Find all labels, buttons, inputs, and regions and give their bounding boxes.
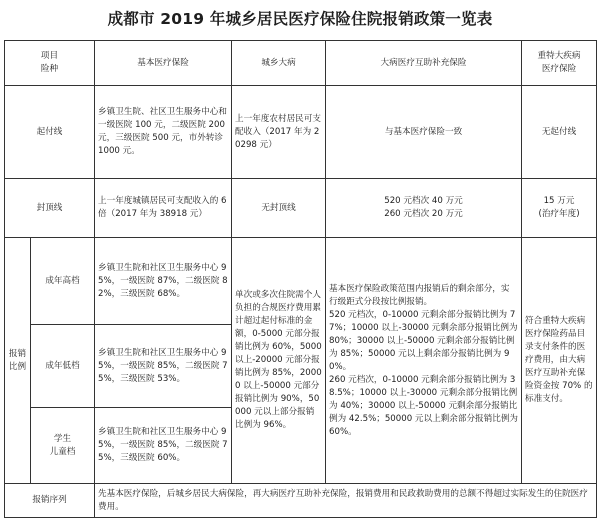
threshold-row [5,86,597,179]
cap-special: 15 万元 (治疗年度) [522,179,597,238]
header-type-label: 险种 [40,64,59,74]
header-item-label: 项目 [40,51,59,61]
ratio-critical: 单次或多次住院需个人负担的合规医疗费用累计超过起付标准的金额，0-5000 元部分报销比例为 60%，5000 以上-20000 元部分报销比例为 85%，20000 以上-50000 元部分报销比例为 90%，50000 元以上部分报销比例为 96%。 [232,238,326,484]
cap-row [5,179,597,238]
order-label: 报销序列 [5,484,95,518]
cap-critical: 无封顶线 [232,179,326,238]
header-special: 重特大疾病 医疗保险 [522,41,597,86]
header-item-type-cell [5,41,95,86]
adult-high-basic: 乡镇卫生院和社区卫生服务中心 95%，一级医院 87%，二级医院 82%，三级医院 68%。 [95,238,232,325]
adult-high-label: 成年高档 [31,238,95,325]
ratio-mutual: 基本医疗保险政策范围内报销后的剩余部分，实行级距式分段按比例报销。 520 元档次，0-10000 元剩余部分报销比例为 77%；10000 以上-30000 元剩余部分报销比例为 80%；30000 以上-50000 元剩余部分报销比例为 85%；50000 元以上剩余部分报销比例为 90%。 260 元档次，0-10000 元剩余部分报销比例为 38.5%；10000 以上-30000 元剩余部分报销比例为 40%；30000 以上-50000 元剩余部分报销比例为 42.5%；50000 元以上剩余部分报销比例为 60%。 [326,238,522,484]
student-basic: 乡镇卫生院和社区卫生服务中心 95%，一级医院 85%，二级医院 75%，三级医院 60%。 [95,408,232,484]
header-critical: 城乡大病 [232,41,326,86]
student-label: 学生 儿童档 [31,408,95,484]
ratio-label: 报销比例 [5,238,31,484]
cap-mutual: 520 元档次 40 万元 260 元档次 20 万元 [326,179,522,238]
threshold-label: 起付线 [5,86,95,179]
threshold-basic: 乡镇卫生院、社区卫生服务中心和一级医院 100 元，二级医院 200 元，三级医院 500 元，市外转诊 1000 元。 [95,86,232,179]
order-text: 先基本医疗保险，后城乡居民大病保险，再大病医疗互助补充保险，报销费用和民政救助费用的总额不得超过实际发生的住院医疗费用。 [95,484,597,518]
adult-low-basic: 乡镇卫生院和社区卫生服务中心 95%，一级医院 85%，二级医院 75%，三级医院 53%。 [95,325,232,408]
cap-label: 封顶线 [5,179,95,238]
threshold-mutual: 与基本医疗保险一致 [326,86,522,179]
header-row [5,41,597,86]
page-title: 成都市 2019 年城乡居民医疗保险住院报销政策一览表 [107,10,493,28]
threshold-special: 无起付线 [522,86,597,179]
ratio-special: 符合重特大疾病医疗保险药品目录支付条件的医疗费用，由大病医疗互助补充保险资金按 70% 的标准支付。 [522,238,597,484]
policy-table [4,40,597,518]
ratio-row-adult-high [5,238,597,325]
order-row [5,484,597,518]
adult-low-label: 成年低档 [31,325,95,408]
threshold-critical: 上一年度农村居民可支配收入（2017 年为 20298 元） [232,86,326,179]
header-basic: 基本医疗保险 [95,41,232,86]
cap-basic: 上一年度城镇居民可支配收入的 6 倍（2017 年为 38918 元） [95,179,232,238]
header-mutual: 大病医疗互助补充保险 [326,41,522,86]
